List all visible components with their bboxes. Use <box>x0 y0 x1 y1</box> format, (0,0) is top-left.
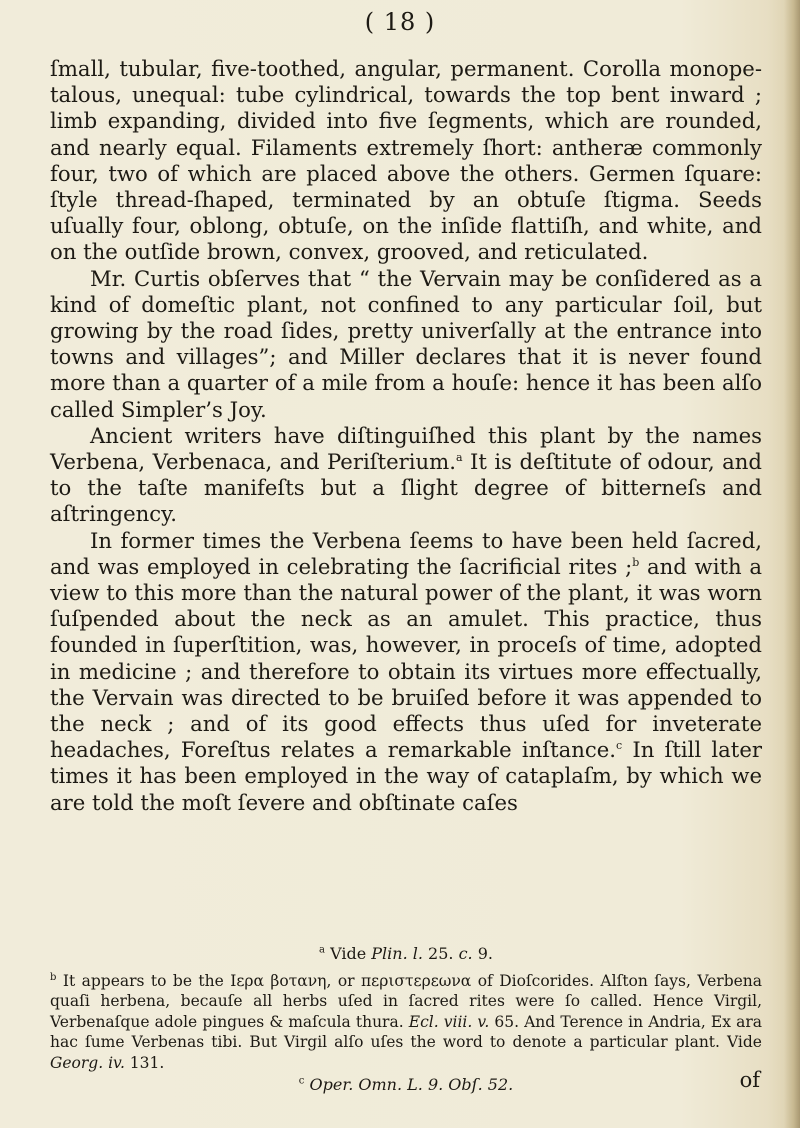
footnote-b-t5: 131. <box>124 1053 165 1072</box>
paragraph-description: ſmall, tubular, five-toothed, angular, permanent. Corolla monopetalous, unequal: tube cylindrical, towards the top bent inward ; limb expanding, divided into five ſegments, which are rounded, and nearly equal. Filaments extremely ſhort: antheræ commonly four, two of which are placed above the others. Germen ſquare: ſtyle thread-ſhaped, terminated by an obtuſe ſtigma. Seeds uſually four, oblong, obtuſe, on the inſide flattiſh, and white, and on the outſide brown, convex, grooved, and reticulated. <box>50 56 762 265</box>
footnote-ref-a: a <box>456 450 463 464</box>
footnote-b-greek2: περιστερεωνα <box>361 971 472 990</box>
paragraph-curtis: Mr. Curtis obſerves that “ the Vervain may be conſidered as a kind of domeſtic plant, not confined to any particular ſoil, but growing by the road ſides, pretty univerſally at the entrance into towns and villages”; and Miller declares that it is never found more than a quarter of a mile from a houſe: hence it has been alſo called Simpler’s Joy. <box>50 265 762 422</box>
paragraph-ancient-writers <box>50 423 762 528</box>
footnote-b-ecl: Ecl. viii. v. <box>408 1012 490 1031</box>
paragraph-former-times <box>50 528 762 816</box>
footnote-a-suffix: 25. <box>422 944 459 963</box>
footnote-a-ref: Plin. l. <box>371 944 423 963</box>
footnote-b <box>50 971 762 1074</box>
main-text <box>50 56 762 816</box>
footnote-a-end: 9. <box>472 944 493 963</box>
para3-text-1: Ancient writers have diſtinguiſhed this plant by the names Verbena, Verbenaca, and Periſterium. <box>50 422 762 475</box>
footnote-a-ref2: c. <box>458 944 473 963</box>
para3-text-2: It is deſtitute of odour, and to the taſte manifeſts but a ſlight degree of bitterneſs and aſtringency. <box>50 449 762 527</box>
footnote-ref-b: b <box>632 555 640 569</box>
footnote-c <box>50 1075 762 1096</box>
page-edge-shadow <box>784 0 800 1128</box>
footnote-b-greek1: Ιερα βοτανη <box>230 971 327 990</box>
footnote-a-prefix: Vide <box>330 944 372 963</box>
footnote-c-mark: c <box>298 1075 305 1087</box>
footnote-b-t1: It appears to be the <box>62 971 231 990</box>
footnotes <box>50 944 762 1096</box>
footnote-c-text: Oper. Omn. L. 9. Obſ. 52. <box>309 1075 514 1094</box>
catchword: of <box>739 1068 760 1092</box>
footnote-b-t2: , or <box>326 971 361 990</box>
page-number-header: ( 18 ) <box>364 8 436 36</box>
footnote-a <box>50 944 762 965</box>
footnote-b-t4: 65. And Terence in Andria, Ex ara hac ſume Verbenas tibi. But Virgil alſo uſes the word to denote a particular plant. Vide <box>50 1012 762 1051</box>
footnote-b-georg: Georg. iv. <box>50 1053 125 1072</box>
para4-text-1: In former times the Verbena ſeems to have been held ſacred, and was employed in celebrating the ſacrificial rites ; <box>50 527 762 579</box>
footnote-ref-c: c <box>616 739 623 753</box>
footnote-b-mark: b <box>50 971 57 983</box>
footnote-b-t3: of Dioſcorides. Alſton ſays, Verbena quaſi herbena, becauſe all herbs uſed in ſacred rites were ſo called. Hence Virgil, Verbenaſque adole pingues & maſcula thura. <box>50 971 763 1031</box>
para4-text-2: and with a view to this more than the natural power of the plant, it was worn ſuſpended about the neck as an amulet. This practice, thus founded in ſuperſtition, was, however, in proceſs of time, adopted in medicine ; and therefore to obtain its virtues more effectually, the Vervain was directed to be bruiſed before it was appended to the neck ; and of its good effects thus uſed for inveterate headaches, Foreſtus relates a remarkable inſtance. <box>50 553 762 763</box>
para4-text-3: In ſtill later times it has been employed in the way of cataplaſm, by which we are told the moſt ſevere and obſtinate caſes <box>50 737 762 815</box>
footnote-a-mark: a <box>319 944 325 956</box>
